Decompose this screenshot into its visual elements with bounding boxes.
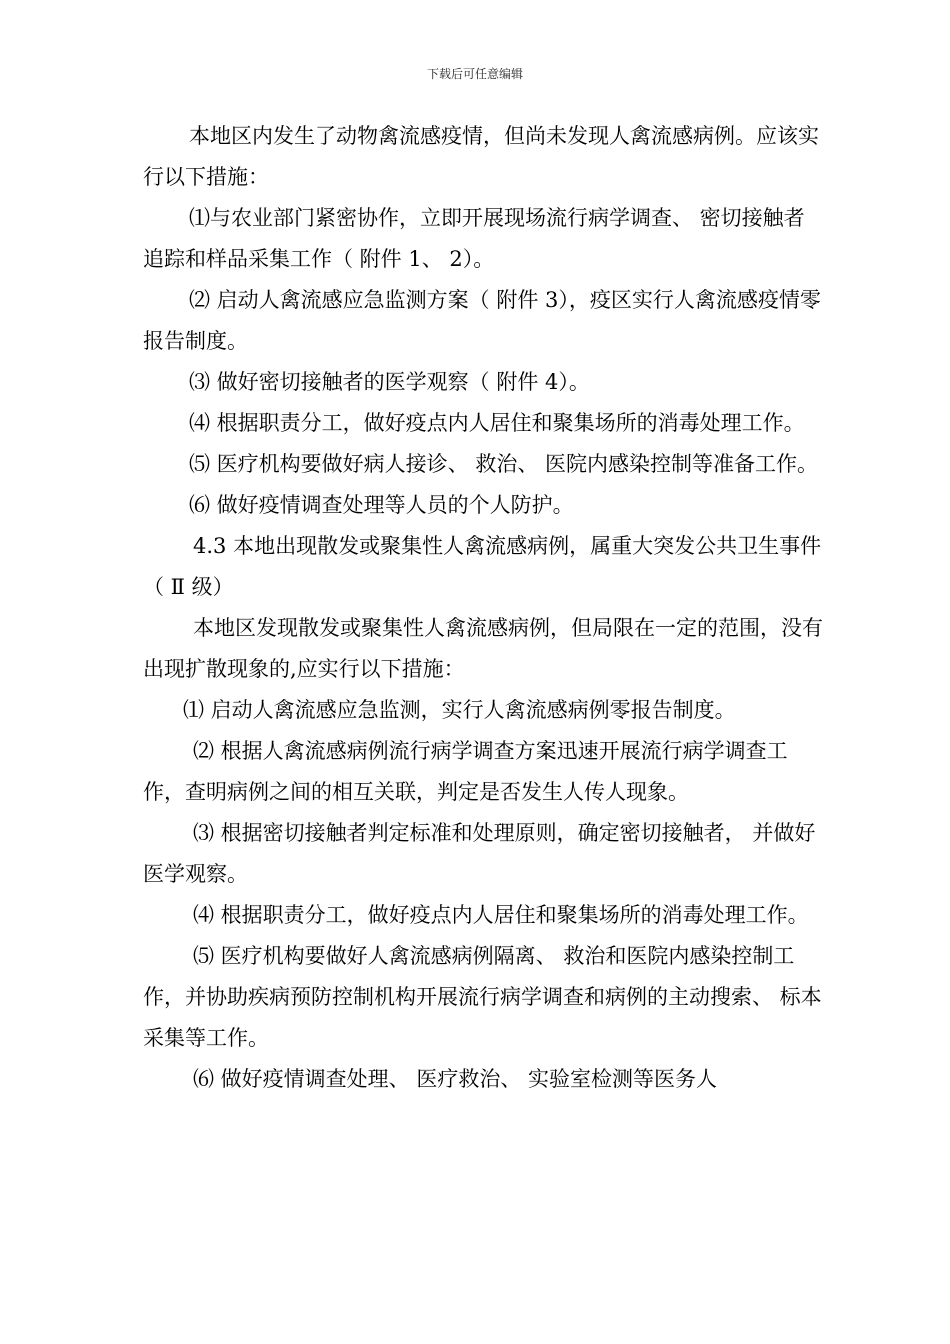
paragraph-measure-1: ⑴与农业部门紧密协作，立即开展现场流行病学调查、 密切接触者追踪和样品采集工作（ 附件 1、 2）。 bbox=[143, 206, 805, 271]
paragraph-measure-6b: ⑹ 做好疫情调查处理、 医疗救治、 实验室检测等医务人 bbox=[193, 1067, 718, 1091]
paragraph-measure-5: ⑸ 医疗机构要做好病人接诊、 救治、 医院内感染控制等准备工作。 bbox=[189, 452, 819, 476]
paragraph-measure-3: ⑶ 做好密切接触者的医学观察（ 附件 4）。 bbox=[189, 370, 590, 394]
paragraph-intro-human-cases: 本地区发现散发或聚集性人禽流感病例，但局限在一定的范围，没有出现扩散现象的,应实行以下措施： bbox=[143, 616, 823, 681]
paragraph-measure-1b: ⑴ 启动人禽流感应急监测，实行人禽流感病例零报告制度。 bbox=[183, 698, 736, 722]
paragraph-measure-6: ⑹ 做好疫情调查处理等人员的个人防护。 bbox=[189, 493, 574, 517]
paragraph-intro-animal-outbreak: 本地区内发生了动物禽流感疫情，但尚未发现人禽流感病例。应该实行以下措施： bbox=[143, 124, 819, 189]
paragraph-measure-5b: ⑸ 医疗机构要做好人禽流感病例隔离、 救治和医院内感染控制工作，并协助疾病预防控制机构开展流行病学调查和病例的主动搜索、 标本采集等工作。 bbox=[143, 944, 822, 1050]
paragraph-measure-4b: ⑷ 根据职责分工，做好疫点内人居住和聚集场所的消毒处理工作。 bbox=[193, 903, 809, 927]
paragraph-measure-3b: ⑶ 根据密切接触者判定标准和处理原则，确定密切接触者， 并做好医学观察。 bbox=[143, 821, 816, 886]
paragraph-measure-2: ⑵ 启动人禽流感应急监测方案（ 附件 3），疫区实行人禽流感疫情零报告制度。 bbox=[143, 288, 821, 353]
section-heading-4-3: 4.3 本地出现散发或聚集性人禽流感病例，属重大突发公共卫生事件（ Ⅱ 级） bbox=[143, 534, 822, 599]
document-body bbox=[143, 116, 823, 1100]
paragraph-measure-4: ⑷ 根据职责分工，做好疫点内人居住和聚集场所的消毒处理工作。 bbox=[189, 411, 805, 435]
paragraph-measure-2b: ⑵ 根据人禽流感病例流行病学调查方案迅速开展流行病学调查工作，查明病例之间的相互关联，判定是否发生人传人现象。 bbox=[143, 739, 788, 804]
page-header-note: 下载后可任意编辑 bbox=[426, 67, 523, 81]
